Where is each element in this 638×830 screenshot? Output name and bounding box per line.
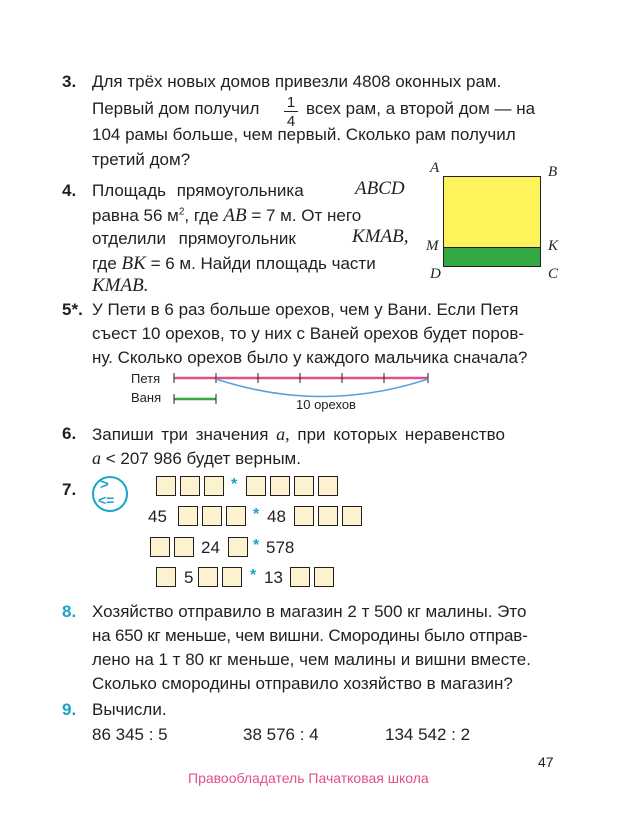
task4-line5-var: KMAB.	[92, 275, 149, 296]
task8-line2: на 650 кг меньше, чем вишни. Смородины было отправ-	[92, 626, 528, 645]
task4-line3-text: отделили прямоугольник	[92, 229, 296, 248]
task4-l4a: где	[92, 254, 117, 273]
digit-box[interactable]	[180, 476, 200, 496]
task9-line1: Вычисли.	[92, 700, 167, 719]
digit-box[interactable]	[150, 537, 170, 557]
task5-line3: ну. Сколько орехов было у каждого мальчика сначала?	[92, 348, 528, 367]
label-b: B	[548, 164, 558, 180]
compare-sign-bottom: <=	[98, 492, 115, 508]
brace-arc	[216, 379, 428, 397]
brace-label: 10 орехов	[296, 397, 356, 412]
task4-l4-var: BK	[121, 253, 146, 274]
task3-line2a: Первый дом получил	[92, 99, 260, 118]
task6-line1	[92, 424, 505, 445]
digit-box[interactable]	[246, 476, 266, 496]
footer-copyright: Правообладатель Пачатковая школа	[188, 770, 429, 786]
task5-number: 5*.	[62, 300, 83, 319]
label-d: D	[430, 266, 441, 282]
digit-box[interactable]	[270, 476, 290, 496]
task3-line2b: всех рам, а второй дом — на	[306, 99, 536, 118]
rectangle-green-part	[443, 247, 541, 267]
label-m: M	[426, 238, 439, 254]
task4-l2-sup: 2	[178, 206, 185, 218]
label-k: K	[548, 238, 559, 254]
task3-number: 3.	[62, 72, 77, 91]
label-c: C	[548, 266, 559, 282]
task6-l1b: при которых неравенство	[297, 425, 505, 444]
compare-sign-top: >	[100, 476, 109, 493]
fraction-denominator: 4	[286, 113, 296, 130]
digit-box[interactable]	[314, 567, 334, 587]
task6-l1a: Запиши три значения	[92, 425, 269, 444]
task3-line3: 104 рамы больше, чем первый. Сколько рам получил	[92, 125, 516, 144]
task4-l4b: = 6 м. Найди площадь части	[150, 254, 376, 273]
row4-left-digits: 5	[184, 568, 194, 587]
fraction-bar	[284, 111, 298, 112]
digit-box[interactable]	[156, 476, 176, 496]
task7-number: 7.	[62, 480, 77, 499]
task9-expr2: 38 576 : 4	[243, 725, 319, 744]
digit-box[interactable]	[174, 537, 194, 557]
digit-box[interactable]	[294, 476, 314, 496]
row4-right-digits: 13	[264, 568, 283, 587]
digit-box[interactable]	[222, 567, 242, 587]
digit-box[interactable]	[318, 476, 338, 496]
task8-number: 8.	[62, 602, 77, 621]
row3-left-digits: 24	[201, 538, 220, 557]
row2-left-digits: 45	[148, 507, 167, 526]
task3-line1: Для трёх новых домов привезли 4808 оконных рам.	[92, 72, 502, 91]
digit-box[interactable]	[294, 506, 314, 526]
digit-box[interactable]	[342, 506, 362, 526]
digit-box[interactable]	[198, 567, 218, 587]
task3-line4: третий дом?	[92, 150, 191, 169]
digit-box[interactable]	[156, 567, 176, 587]
row3-right-digits: 578	[266, 538, 295, 557]
compare-placeholder-star[interactable]: *	[250, 567, 257, 584]
digit-box[interactable]	[202, 506, 222, 526]
task8-line3: лено на 1 т 80 кг меньше, чем малины и вишни вместе.	[92, 650, 531, 669]
rectangle-kmab	[443, 176, 541, 248]
compare-placeholder-star[interactable]: *	[253, 506, 260, 523]
digit-box[interactable]	[204, 476, 224, 496]
row2-right-digits: 48	[267, 507, 286, 526]
petya-label: Петя	[131, 371, 161, 386]
task4-line3-var: KMAB,	[352, 226, 409, 247]
task9-expr3: 134 542 : 2	[385, 725, 471, 744]
task4-number: 4.	[62, 181, 77, 200]
task6-line2	[92, 448, 301, 469]
digit-box[interactable]	[228, 537, 248, 557]
fraction-numerator: 1	[286, 94, 296, 111]
task4-l2c: = 7 м. От него	[251, 206, 362, 225]
digit-box[interactable]	[226, 506, 246, 526]
task8-line1: Хозяйство отправило в магазин 2 т 500 кг малины. Это	[92, 602, 527, 621]
task5-line2: съест 10 орехов, то у них с Ваней орехов будет поров-	[92, 324, 525, 343]
vanya-label: Ваня	[131, 390, 162, 405]
task9-number: 9.	[62, 700, 77, 719]
task4-l2b: , где	[184, 206, 219, 225]
task6-l2-var: a	[92, 448, 101, 468]
digit-box[interactable]	[290, 567, 310, 587]
task9-expr1: 86 345 : 5	[92, 725, 168, 744]
digit-box[interactable]	[318, 506, 338, 526]
compare-placeholder-star[interactable]: *	[231, 476, 238, 493]
task4-line1-text: Площадь прямоугольника	[92, 181, 304, 200]
vanya-segment	[174, 394, 216, 404]
task4-l2-var: AB	[223, 205, 247, 226]
digit-box[interactable]	[178, 506, 198, 526]
task8-line4: Сколько смородины отправило хозяйство в магазин?	[92, 674, 513, 693]
task6-l1-var: a,	[276, 424, 290, 444]
task6-number: 6.	[62, 424, 77, 443]
label-a: A	[430, 160, 440, 176]
compare-placeholder-star[interactable]: *	[253, 537, 260, 554]
task6-l2b: < 207 986 будет верным.	[105, 449, 301, 468]
task4-line4	[92, 253, 376, 275]
task4-l2a: равна 56 м	[92, 206, 179, 225]
page-number: 47	[538, 754, 554, 770]
task4-line2	[92, 205, 361, 227]
petya-segment	[174, 373, 428, 383]
task4-line1-var: ABCD	[355, 178, 405, 199]
task5-line1: У Пети в 6 раз больше орехов, чем у Вани. Если Петя	[92, 300, 519, 319]
